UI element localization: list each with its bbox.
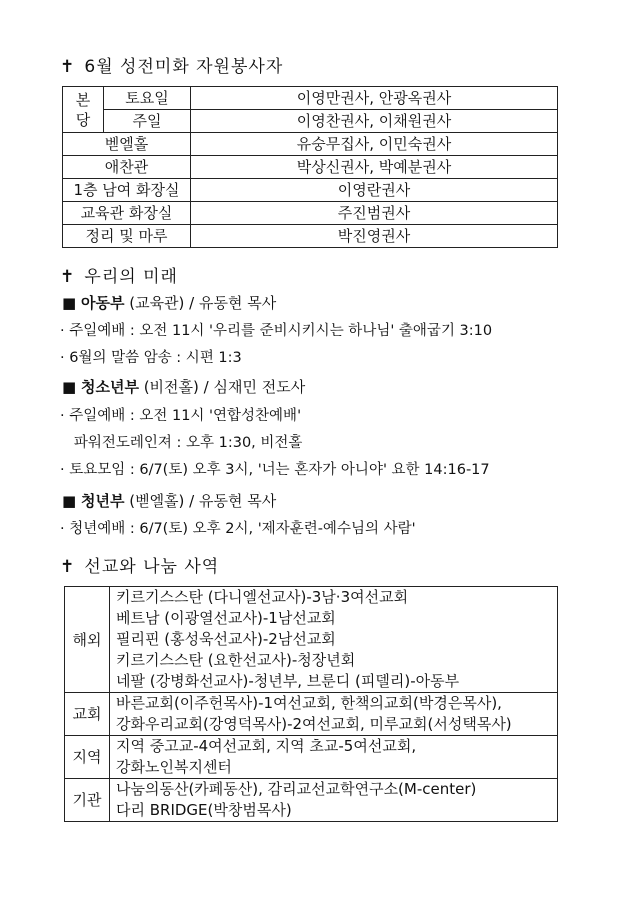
cross-icon: ✝ [60, 57, 76, 77]
volunteer-table [62, 86, 558, 248]
group-line: · 6월의 말씀 암송 : 시편 1:3 [60, 350, 242, 366]
row-label: 주일 [104, 110, 191, 133]
section3-title [60, 552, 219, 577]
table-row [65, 587, 558, 693]
group-line: · 주일예배 : 오전 11시 '연합성찬예배' [60, 408, 302, 424]
row-value: 박진영권사 [191, 225, 558, 248]
row-line: 키르기스스탄 (요한선교사)-청장년회 [116, 651, 356, 669]
row-label: 벧엘홀 [63, 133, 191, 156]
table-row [63, 179, 558, 202]
section1-title [60, 52, 283, 77]
square-bullet-icon: ■ [62, 294, 77, 312]
mission-table [64, 586, 558, 822]
row-head: 기관 [65, 779, 110, 822]
row-value: 유숭무집사, 이민숙권사 [191, 133, 558, 156]
table-row [65, 736, 558, 779]
row-head: 지역 [65, 736, 110, 779]
row-line: 바른교회(이주헌목사)-1여선교회, 한책의교회(박경은목사), [116, 694, 502, 712]
group-line: · 청년예배 : 6/7(토) 오후 2시, '제자훈련-예수님의 사람' [60, 521, 416, 537]
section2-title [60, 262, 178, 287]
row-line: 지역 중고교-4여선교회, 지역 초교-5여선교회, [116, 737, 417, 755]
row-value: 이영만권사, 안광옥권사 [191, 87, 558, 110]
table-row [63, 133, 558, 156]
table-row [63, 156, 558, 179]
row-line: 베트남 (이광열선교사)-1남선교회 [116, 609, 336, 627]
row-label: 토요일 [104, 87, 191, 110]
row-body [110, 736, 558, 779]
group-detail: (벧엘홀) / 유동현 목사 [124, 492, 277, 510]
group-line: · 토요모임 : 6/7(토) 오후 3시, '너는 혼자가 아니야' 요한 14:16-17 [60, 462, 490, 478]
row-head: 해외 [65, 587, 110, 693]
main-label-line2: 당 [75, 110, 91, 129]
table-row [65, 693, 558, 736]
square-bullet-icon: ■ [62, 492, 77, 510]
row-value: 박상신권사, 박예분권사 [191, 156, 558, 179]
row-body [110, 779, 558, 822]
main-sanctuary-label [63, 87, 104, 133]
group-detail: (교육관) / 유동현 목사 [124, 294, 277, 312]
group-name: 청소년부 [80, 378, 139, 396]
section3-title-text: 선교와 나눔 사역 [84, 557, 220, 577]
row-value: 주진범권사 [191, 202, 558, 225]
group-line: 파워전도레인져 : 오후 1:30, 비전홀 [60, 435, 303, 451]
group-name: 청년부 [80, 492, 125, 510]
group-detail: (비전홀) / 심재민 전도사 [138, 378, 306, 396]
section2-title-text: 우리의 미래 [84, 267, 178, 287]
table-row [63, 225, 558, 248]
row-line: 다리 BRIDGE(박창범목사) [116, 801, 292, 819]
group-heading [62, 490, 276, 511]
row-body [110, 693, 558, 736]
row-line: 강화우리교회(강영덕목사)-2여선교회, 미루교회(서성택목사) [116, 715, 512, 733]
cross-icon: ✝ [60, 557, 76, 577]
table-row [63, 110, 558, 133]
row-body [110, 587, 558, 693]
row-label: 교육관 화장실 [63, 202, 191, 225]
table-row [63, 87, 558, 110]
main-label-line1: 본 [75, 90, 91, 109]
group-heading [62, 292, 276, 313]
row-line: 강화노인복지센터 [116, 758, 232, 776]
square-bullet-icon: ■ [62, 378, 77, 396]
group-line: · 주일예배 : 오전 11시 '우리를 준비시키시는 하나님' 출애굽기 3:10 [60, 323, 493, 339]
row-label: 1층 남여 화장실 [63, 179, 191, 202]
row-label: 애찬관 [63, 156, 191, 179]
row-line: 키르기스스탄 (다니엘선교사)-3남·3여선교회 [116, 588, 409, 606]
group-name: 아동부 [80, 294, 125, 312]
table-row [65, 779, 558, 822]
row-line: 나눔의동산(카페동산), 감리교선교학연구소(M-center) [116, 780, 477, 798]
table-row [63, 202, 558, 225]
row-value: 이영찬권사, 이채원권사 [191, 110, 558, 133]
row-line: 네팔 (강병화선교사)-청년부, 브룬디 (피델리)-아동부 [116, 672, 460, 690]
row-head: 교회 [65, 693, 110, 736]
group-heading [62, 376, 305, 397]
cross-icon: ✝ [60, 267, 76, 287]
row-label: 정리 및 마루 [63, 225, 191, 248]
row-line: 필리핀 (홍성욱선교사)-2남선교회 [116, 630, 336, 648]
section1-title-text: 6월 성전미화 자원봉사자 [84, 57, 284, 77]
row-value: 이영란권사 [191, 179, 558, 202]
